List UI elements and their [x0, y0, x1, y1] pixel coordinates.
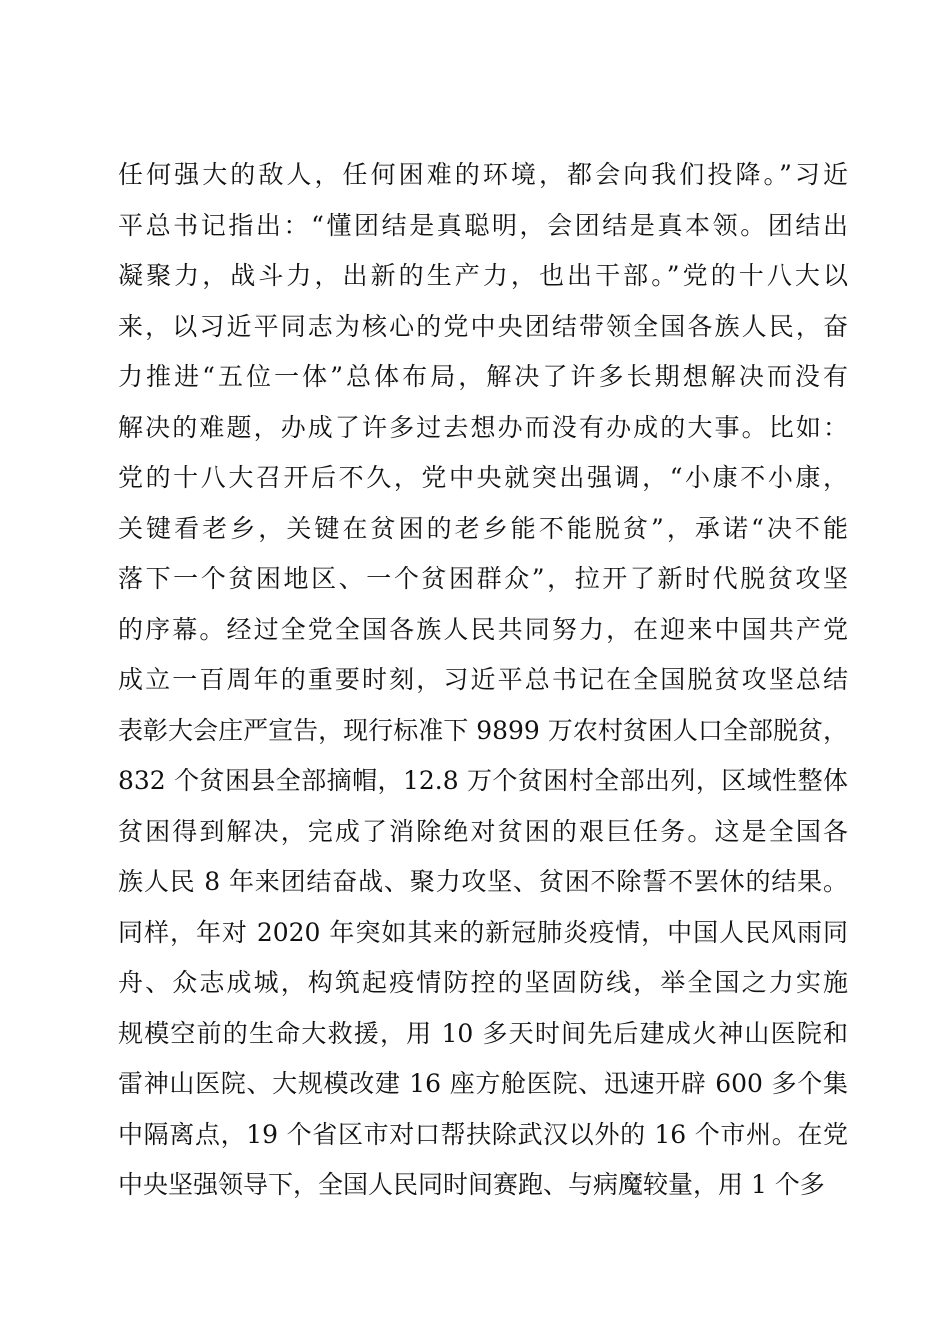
text-line: 中隔离点，19 个省区市对口帮扶除武汉以外的 16 个市州。在党: [118, 1119, 848, 1149]
text-line: 落下一个贫困地区、一个贫困群众”，拉开了新时代脱贫攻坚: [118, 564, 848, 593]
text-line: 解决的难题，办成了许多过去想办而没有办成的大事。比如：: [118, 412, 848, 442]
text-line: 雷神山医院、大规模改建 16 座方舱医院、迅速开辟 600 多个集: [118, 1069, 848, 1098]
text-line: 平总书记指出：“懂团结是真聪明，会团结是真本领。团结出: [118, 210, 848, 240]
text-line: 力推进“五位一体”总体布局，解决了许多长期想解决而没有: [118, 362, 848, 391]
text-line: 族人民 8 年来团结奋战、聚力攻坚、贫困不除誓不罢休的结果。: [118, 867, 848, 896]
text-line: 来，以习近平同志为核心的党中央团结带领全国各族人民，奋: [118, 311, 848, 341]
text-line: 中央坚强领导下，全国人民同时间赛跑、与病魔较量，用 1 个多: [118, 1170, 825, 1199]
text-line: 舟、众志成城，构筑起疫情防控的坚固防线，举全国之力实施: [118, 968, 848, 997]
text-line: 的序幕。经过全党全国各族人民共同努力，在迎来中国共产党: [118, 614, 848, 644]
text-line: 表彰大会庄严宣告，现行标准下 9899 万农村贫困人口全部脱贫，: [118, 715, 848, 745]
text-line: 贫困得到解决，完成了消除绝对贫困的艰巨任务。这是全国各: [118, 816, 848, 846]
text-line: 成立一百周年的重要时刻，习近平总书记在全国脱贫攻坚总结: [118, 665, 848, 694]
text-line: 任何强大的敌人，任何困难的环境，都会向我们投降。”习近: [118, 160, 848, 189]
text-line: 同样，年对 2020 年突如其来的新冠肺炎疫情，中国人民风雨同: [118, 917, 848, 947]
text-line: 规模空前的生命大救援，用 10 多天时间先后建成火神山医院和: [118, 1018, 848, 1048]
text-line: 凝聚力，战斗力，出新的生产力，也出干部。”党的十八大以: [118, 261, 848, 290]
body-text: [118, 150, 848, 1211]
text-line: 关键看老乡，关键在贫困的老乡能不能脱贫”，承诺“决不能: [118, 513, 848, 543]
text-line: 党的十八大召开后不久，党中央就突出强调，“小康不小康，: [118, 463, 848, 492]
text-line: 832 个贫困县全部摘帽，12.8 万个贫困村全部出列，区域性整体: [118, 766, 848, 795]
